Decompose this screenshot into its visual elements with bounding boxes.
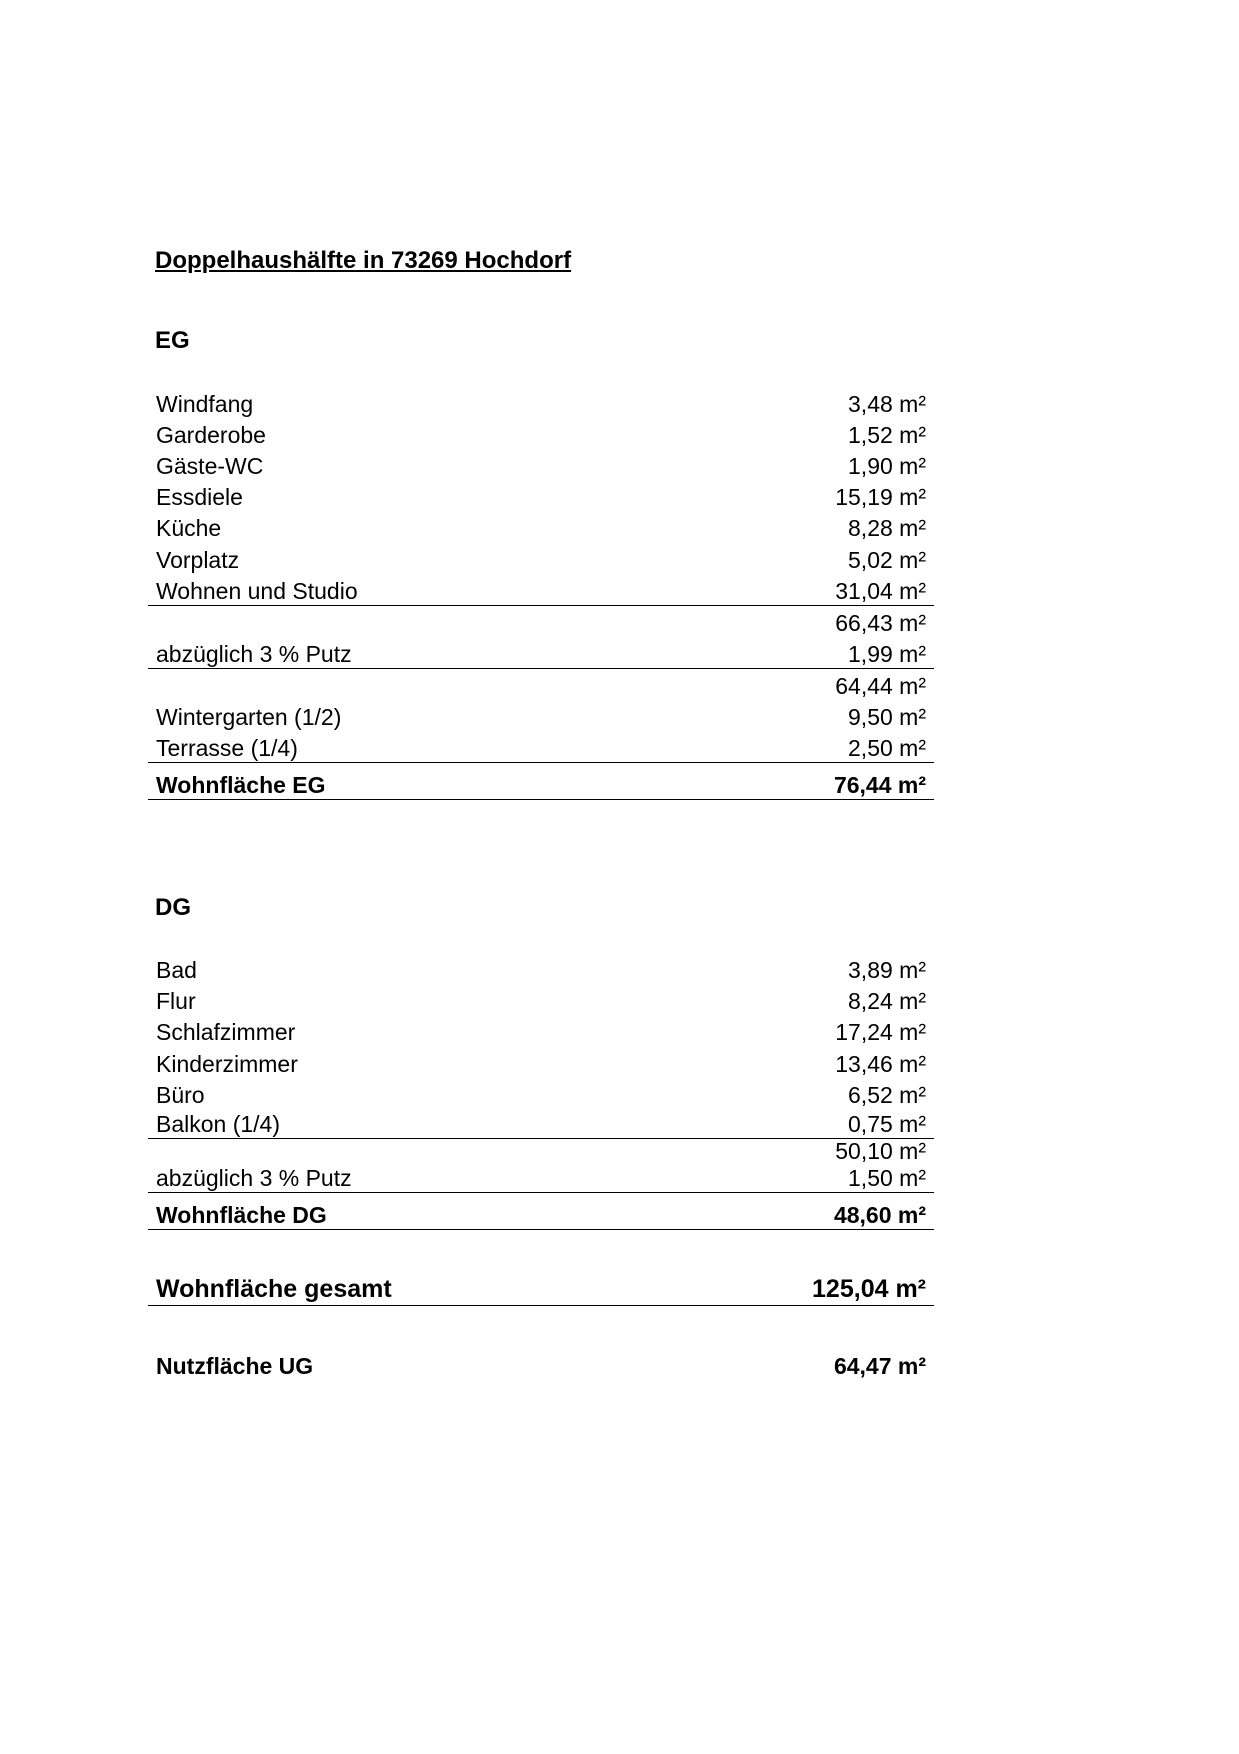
subtotal-row bbox=[148, 1137, 934, 1165]
row-label: Garderobe bbox=[156, 422, 266, 448]
table-row bbox=[148, 483, 934, 511]
row-label: abzüglich 3 % Putz bbox=[156, 641, 352, 667]
row-value: 13,46 m² bbox=[835, 1051, 926, 1077]
row-label: Windfang bbox=[156, 391, 254, 417]
row-value: 1,52 m² bbox=[848, 422, 926, 448]
table-row bbox=[148, 1081, 934, 1109]
table-row bbox=[148, 421, 934, 449]
subtotal-row bbox=[148, 672, 934, 700]
table-row bbox=[148, 514, 934, 542]
table-row bbox=[148, 1050, 934, 1078]
row-label: Flur bbox=[156, 988, 196, 1014]
document-title: Doppelhaushälfte in 73269 Hochdorf bbox=[155, 247, 572, 274]
table-row bbox=[148, 956, 934, 984]
row-value: 8,28 m² bbox=[848, 515, 926, 541]
row-value: 31,04 m² bbox=[835, 578, 926, 604]
usable-area-label: Nutzfläche UG bbox=[156, 1353, 314, 1379]
row-label: Kinderzimmer bbox=[156, 1051, 298, 1077]
row-label: Terrasse (1/4) bbox=[156, 735, 298, 761]
table-row bbox=[148, 452, 934, 480]
table-row bbox=[148, 703, 934, 731]
row-label: Essdiele bbox=[156, 484, 243, 510]
row-label: Vorplatz bbox=[156, 547, 240, 573]
plaster-deduction-row bbox=[148, 640, 934, 669]
table-row bbox=[148, 1018, 934, 1046]
row-value: 5,02 m² bbox=[848, 547, 926, 573]
row-label: Gäste-WC bbox=[156, 453, 264, 479]
table-row bbox=[148, 1110, 934, 1139]
table-row bbox=[148, 987, 934, 1015]
row-value: 3,89 m² bbox=[848, 957, 926, 983]
row-value: 2,50 m² bbox=[848, 735, 926, 761]
subtotal-value: 64,44 m² bbox=[835, 673, 926, 699]
row-value: 9,50 m² bbox=[848, 704, 926, 730]
row-value: 1,99 m² bbox=[848, 641, 926, 667]
row-label: Wohnfläche DG bbox=[156, 1202, 327, 1228]
row-value: 1,50 m² bbox=[848, 1165, 926, 1191]
row-label: Schlafzimmer bbox=[156, 1019, 296, 1045]
row-label: Wintergarten (1/2) bbox=[156, 704, 342, 730]
row-label: Bad bbox=[156, 957, 197, 983]
grand-total-row bbox=[148, 1273, 934, 1306]
total-row-eg bbox=[148, 771, 934, 800]
row-value: 8,24 m² bbox=[848, 988, 926, 1014]
grand-total-value: 125,04 m² bbox=[812, 1275, 926, 1303]
row-label: Wohnfläche EG bbox=[156, 772, 326, 798]
section-heading-dg: DG bbox=[155, 894, 191, 921]
total-value: 76,44 m² bbox=[833, 772, 926, 798]
table-row bbox=[148, 546, 934, 574]
row-value: 15,19 m² bbox=[835, 484, 926, 510]
section-heading-eg: EG bbox=[155, 327, 190, 354]
table-row bbox=[148, 577, 934, 606]
row-label: abzüglich 3 % Putz bbox=[156, 1165, 352, 1191]
row-value: 3,48 m² bbox=[848, 391, 926, 417]
usable-area-row-ug bbox=[148, 1352, 934, 1380]
row-label: Büro bbox=[156, 1082, 205, 1108]
total-row-dg bbox=[148, 1201, 934, 1230]
table-row bbox=[148, 734, 934, 763]
plaster-deduction-row bbox=[148, 1164, 934, 1193]
total-value: 48,60 m² bbox=[833, 1202, 926, 1228]
row-label: Balkon (1/4) bbox=[156, 1111, 281, 1137]
table-row bbox=[148, 390, 934, 418]
subtotal-value: 66,43 m² bbox=[835, 610, 926, 636]
usable-area-value: 64,47 m² bbox=[833, 1353, 926, 1379]
row-label: Wohnen und Studio bbox=[156, 578, 358, 604]
grand-total-label: Wohnfläche gesamt bbox=[156, 1275, 392, 1303]
subtotal-value: 50,10 m² bbox=[835, 1138, 926, 1164]
subtotal-row bbox=[148, 609, 934, 637]
row-value: 1,90 m² bbox=[848, 453, 926, 479]
row-label: Küche bbox=[156, 515, 222, 541]
row-value: 6,52 m² bbox=[848, 1082, 926, 1108]
row-value: 17,24 m² bbox=[835, 1019, 926, 1045]
row-value: 0,75 m² bbox=[848, 1111, 926, 1137]
